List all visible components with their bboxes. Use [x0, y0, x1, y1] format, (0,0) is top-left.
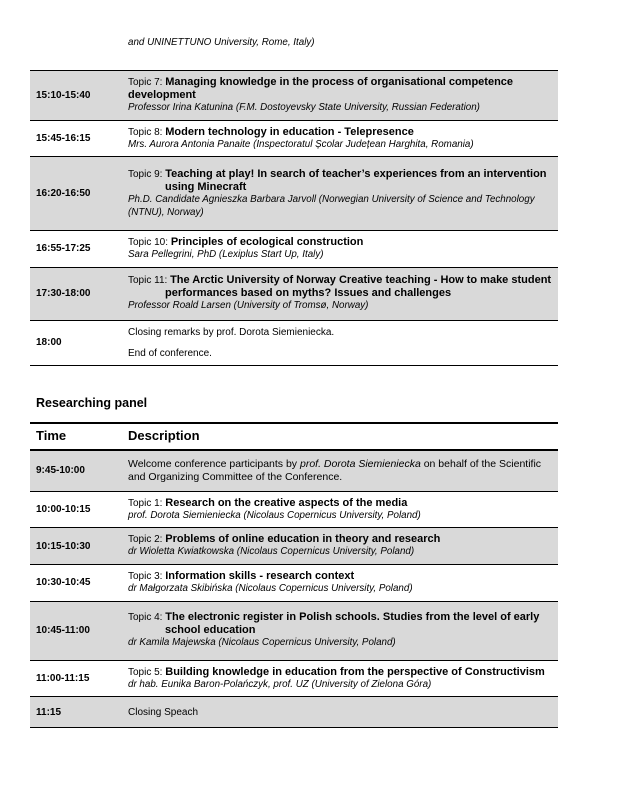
description-cell — [120, 660, 558, 697]
description-cell — [120, 120, 558, 157]
speaker-line: dr hab. Eunika Baron-Polańczyk, prof. UZ (University of Zielona Góra) — [128, 678, 432, 690]
topic-label: Topic 10: — [128, 237, 171, 248]
table-row — [30, 231, 558, 268]
topic-title: Teaching at play! In search of teacher’s experiences from an intervention — [165, 168, 547, 180]
column-header-time: Time — [30, 423, 120, 450]
time-cell: 11:15 — [30, 697, 120, 728]
table-row — [30, 71, 558, 121]
speaker-line: Professor Irina Katunina (F.M. Dostoyevsky State University, Russian Federation) — [128, 102, 480, 113]
description-line: Closing Speach — [128, 706, 199, 718]
time-cell: 10:30-10:45 — [30, 565, 120, 602]
intro-host-name: prof. Dorota Siemieniecka — [299, 457, 421, 470]
description-cell — [120, 157, 558, 231]
topic-line — [128, 497, 554, 510]
time-cell: 10:45-11:00 — [30, 601, 120, 660]
description-cell — [120, 528, 558, 565]
description-cell — [120, 320, 558, 365]
time-cell: 11:00-11:15 — [30, 660, 120, 697]
topic-title-cont-text: performances based on myths? Issues and challenges — [165, 287, 452, 300]
topic-line — [128, 611, 554, 624]
time-cell: 9:45-10:00 — [30, 450, 120, 492]
speaker-line: Mrs. Aurora Antonia Panaite (Inspectoratul Școlar Județean Harghita, Romania) — [128, 138, 474, 150]
speaker-line: prof. Dorota Siemieniecka (Nicolaus Copernicus University, Poland) — [128, 509, 421, 521]
topic-title-continued — [128, 181, 554, 194]
description-cell — [120, 267, 558, 320]
table-row — [30, 120, 558, 157]
table-row — [30, 528, 558, 565]
topic-title: Problems of online education in theory and research — [165, 533, 441, 546]
topic-line — [128, 126, 554, 139]
topic-title: Managing knowledge in the process of organisational competence development — [128, 76, 514, 101]
time-cell: 10:15-10:30 — [30, 528, 120, 565]
topic-title-continued — [128, 624, 554, 637]
topic-line — [128, 274, 554, 287]
topic-line — [128, 570, 554, 583]
table-header-row — [30, 423, 558, 450]
table-row — [30, 491, 558, 528]
table-row — [30, 660, 558, 697]
time-cell: 10:00-10:15 — [30, 491, 120, 528]
topic-title: Building knowledge in education from the perspective of Constructivism — [165, 665, 545, 678]
schedule-table-top — [30, 37, 558, 366]
intro-text-before: Welcome conference participants by — [128, 457, 300, 470]
table-row — [30, 565, 558, 602]
description-cell — [120, 697, 558, 728]
table-row-continuation — [30, 37, 558, 71]
topic-label: Topic 2: — [128, 534, 166, 546]
description-cell — [120, 71, 558, 121]
intro-description — [120, 450, 558, 492]
time-cell: 15:45-16:15 — [30, 120, 120, 157]
column-header-description: Description — [120, 423, 558, 450]
table-row — [30, 267, 558, 320]
speaker-line: Ph.D. Candidate Agnieszka Barbara Jarvoll (Norwegian University of Science and Technology (NTNU), Norway) — [128, 194, 535, 218]
table-row — [30, 601, 558, 660]
time-cell: 16:55-17:25 — [30, 231, 120, 268]
topic-label: Topic 3: — [128, 571, 166, 582]
time-cell-empty — [30, 37, 120, 71]
description-cell — [120, 565, 558, 602]
intro-text-after: on behalf of the Scientific and Organizing Committee of the Conference. — [128, 457, 542, 483]
speaker-line: Sara Pellegrini, PhD (Lexiplus Start Up, Italy) — [128, 249, 324, 260]
topic-title-continued — [128, 287, 554, 300]
topic-title: The Arctic University of Norway Creative teaching - How to make student — [170, 274, 552, 287]
topic-title: Information skills - research context — [165, 570, 355, 582]
speaker-continuation: and UNINETTUNO University, Rome, Italy) — [128, 37, 315, 48]
topic-label: Topic 1: — [128, 497, 166, 509]
description-line: Closing remarks by prof. Dorota Siemieniecka. — [128, 326, 335, 338]
table-row-intro — [30, 450, 558, 492]
speaker-line: dr Kamila Majewska (Nicolaus Copernicus University, Poland) — [128, 637, 396, 649]
time-cell: 15:10-15:40 — [30, 71, 120, 121]
speaker-line: dr Małgorzata Skibińska (Nicolaus Copernicus University, Poland) — [128, 583, 413, 594]
topic-label: Topic 8: — [128, 126, 166, 138]
time-cell: 18:00 — [30, 320, 120, 365]
topic-line — [128, 666, 554, 679]
topic-line — [128, 168, 554, 181]
table-row — [30, 697, 558, 728]
speaker-line: dr Wioletta Kwiatkowska (Nicolaus Copernicus University, Poland) — [128, 546, 415, 558]
topic-label: Topic 9: — [128, 169, 166, 180]
table-row — [30, 320, 558, 365]
topic-label: Topic 11: — [128, 275, 171, 287]
topic-line — [128, 236, 554, 249]
topic-title: The electronic register in Polish schools. Studies from the level of early — [165, 611, 540, 624]
time-cell: 17:30-18:00 — [30, 267, 120, 320]
description-cell — [120, 491, 558, 528]
topic-title-cont-text: using Minecraft — [165, 181, 247, 193]
topic-title-cont-text: school education — [165, 624, 256, 637]
program-page — [30, 37, 558, 728]
topic-title: Principles of ecological construction — [170, 236, 364, 248]
table-row — [30, 157, 558, 231]
researching-panel-heading: Researching panel — [36, 395, 148, 410]
description-cell — [120, 601, 558, 660]
topic-title: Modern technology in education - Telepresence — [165, 125, 414, 138]
speaker-line: Professor Roald Larsen (University of Tromsø, Norway) — [128, 300, 369, 312]
topic-label: Topic 4: — [128, 612, 166, 624]
topic-label: Topic 5: — [128, 666, 166, 678]
topic-line — [128, 533, 554, 546]
time-cell: 16:20-16:50 — [30, 157, 120, 231]
researching-panel-table — [30, 422, 558, 729]
topic-label: Topic 7: — [128, 77, 166, 88]
topic-title: Research on the creative aspects of the media — [165, 496, 408, 509]
description-cell — [120, 231, 558, 268]
description-line: End of conference. — [128, 347, 212, 359]
description-cell — [120, 37, 558, 71]
topic-line — [128, 76, 554, 102]
